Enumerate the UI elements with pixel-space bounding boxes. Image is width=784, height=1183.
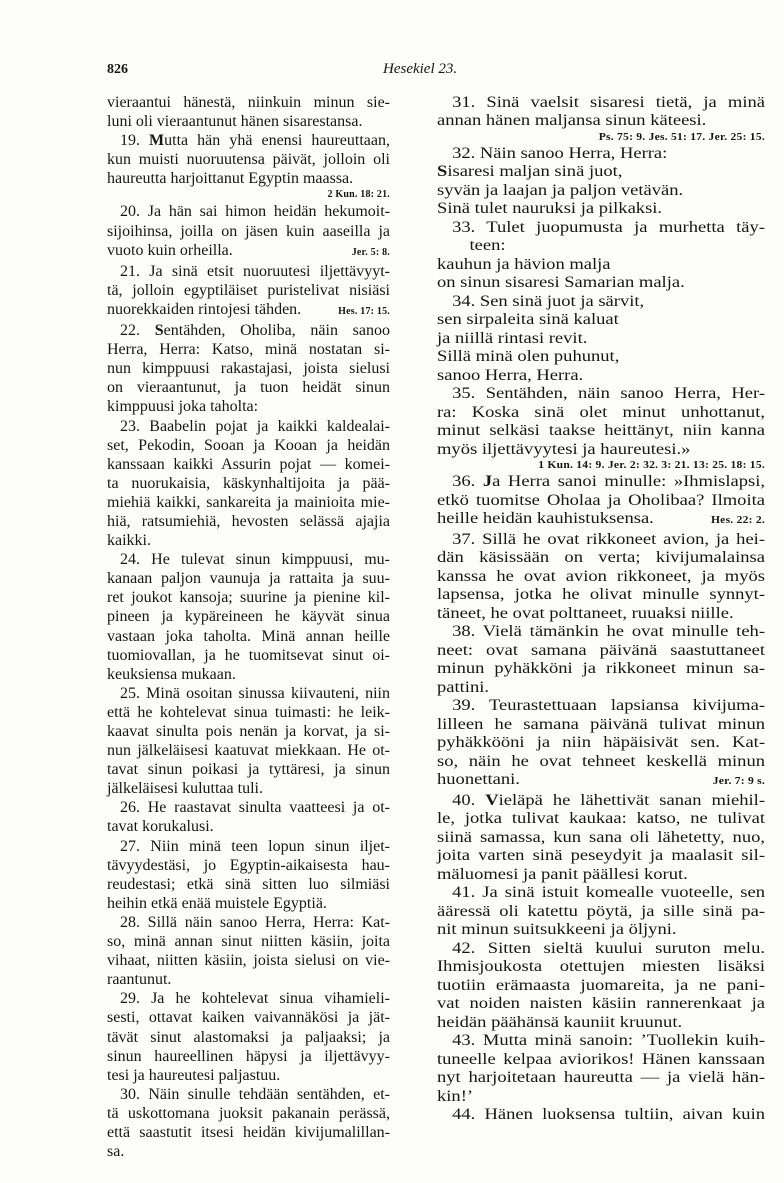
verse-paragraph xyxy=(107,684,390,799)
verse-paragraph xyxy=(437,1106,765,1125)
verse-paragraph xyxy=(107,93,390,131)
column-right xyxy=(437,94,765,1125)
verse-paragraph xyxy=(107,837,390,913)
text-line: kun muisti nuoruutensa päivät, jolloin oli xyxy=(107,151,390,169)
text-line: tuneelle kelpaa aviorikos! Hänen kanssaan xyxy=(437,1050,765,1068)
line-text: huonettani. xyxy=(437,771,520,788)
initial-letter: M xyxy=(149,132,165,150)
text-line: ra: Koska sinä olet minut unhottanut, xyxy=(437,403,765,421)
text-line: täneet, he ovat polttaneet, ruuaksi niille. xyxy=(437,604,734,622)
text-line: Sinä tulet nauruksi ja pilkaksi. xyxy=(437,200,663,217)
text-line: vihaat, niitten käsiin, joista sielusi on vie- xyxy=(107,952,390,970)
cross-reference: Ps. 75: 9. Jes. 51: 17. Jer. 25: 15. xyxy=(598,131,765,143)
text-line: 19. Mutta hän yhä enensi haureuttaan, xyxy=(120,132,391,150)
initial-letter: V xyxy=(485,791,499,809)
text-line: kanssaan kaikki Assurin pojat — komei- xyxy=(107,455,390,473)
text-line: sesti, ottavat kaiken vaivannäkösi ja jät- xyxy=(107,1009,390,1027)
text-line: 35. Sentähden, näin sanoo Herra, Her- xyxy=(452,385,765,402)
text-line: syvän ja laajan ja paljon vetävän. xyxy=(437,181,684,199)
text-line: 21. Ja sinä etsit nuoruutesi iljettävyyt- xyxy=(120,262,390,280)
text-line: 25. Minä osoitan sinussa kiivauteni, niin xyxy=(120,684,390,702)
text-line: minut selkäsi taakse heittänyt, niin kanna xyxy=(437,422,765,439)
text-line: tavat sinun poikasi ja tyttäresi, ja sinun xyxy=(107,761,390,779)
text-line: tä, jolloin egyptiläiset puristelivat nisiäsi xyxy=(107,281,390,299)
text-line xyxy=(107,241,390,262)
text-line: kaikki. xyxy=(107,532,151,550)
text-line: Sisaresi maljan sinä juot, xyxy=(437,163,623,180)
text-line: että he kohtelevat sinua tuimasti: he leik- xyxy=(107,703,390,721)
poem-stanza xyxy=(437,163,765,385)
text-line: sanoo Herra, Herra. xyxy=(437,366,584,384)
text-line: heidän päähänsä kauniit kruunut. xyxy=(437,1013,683,1031)
text-line: set, Pekodin, Sooan ja Kooan ja heidän xyxy=(107,436,390,454)
text-line: on vieraantunut, ja tuon heidät sinun xyxy=(107,379,390,397)
text-line: nun jälkeläisesi kaatuvat miekkaan. He ot- xyxy=(107,742,390,760)
text-line: 36. Ja Herra sanoi minulle: »Ihmislapsi, xyxy=(452,473,766,490)
text-line: kimppuusi joka taholta: xyxy=(107,398,259,416)
text-line: ja niillä rintasi revit. xyxy=(437,329,588,347)
cross-reference: Jer. 5: 8. xyxy=(351,246,390,258)
text-line: 24. He tulevat sinun kimppuusi, mu- xyxy=(120,551,390,569)
text-line: vastaan joka taholta. Minä annan heille xyxy=(107,627,390,645)
line-text: vuoto kuin orheilla. xyxy=(107,241,233,259)
text-line: sen sirpaleita sinä kaluat xyxy=(437,311,619,328)
text-line: neet: ovat samana päivänä saastuttaneet xyxy=(437,641,765,659)
cross-reference: 1 Kun. 14: 9. Jer. 2: 32. 3: 21. 13: 25. 18: 15. xyxy=(538,460,765,471)
text-line: miehiä kaikki, sankareita ja mainioita mie- xyxy=(107,493,390,511)
verse-paragraph xyxy=(437,531,765,624)
text-line: sijoihinsa, joilla on jäsen kuin aaseilla ja xyxy=(107,222,390,240)
text-line: dän käsissään on verta; kivijumalainsa xyxy=(437,549,765,566)
verse-paragraph xyxy=(437,697,765,792)
text-line xyxy=(107,300,390,321)
verse-paragraph xyxy=(107,262,390,321)
column-left xyxy=(107,93,390,1161)
text-line: 23. Baabelin pojat ja kaikki kaldealai- xyxy=(120,417,390,435)
verse-paragraph xyxy=(437,94,765,145)
text-line: minun pyhäkköni ja rikkoneet minun sa- xyxy=(437,660,765,677)
text-line: keuksiensa mukaan. xyxy=(107,665,236,683)
text-line: pyhäkkööni ja niin häpäisivät sen. Kat- xyxy=(437,734,765,751)
text-line: 33. Tulet juopumusta ja murhetta täy- xyxy=(452,218,765,236)
text-line: tävät sinut alastomaksi ja paljaaksi; ja xyxy=(107,1028,390,1046)
verse-paragraph xyxy=(107,989,390,1084)
text-line: pineen ja kypäreineen he käyvät sinua xyxy=(107,608,390,626)
text-line: reudestasi; etkä sinä sitten luo silmiäsi xyxy=(107,875,390,893)
text-line: 37. Sillä he ovat rikkoneet avion, ja hei- xyxy=(452,530,765,548)
text-line: nyt harjoitetaan haureutta — ja vielä hän- xyxy=(437,1069,765,1086)
verse-paragraph xyxy=(107,798,390,836)
text-line: 30. Näin sinulle tehdään sentähden, et- xyxy=(120,1085,390,1103)
text-line: ääressä oli katettu pöytä, ja sille sinä pa- xyxy=(437,902,765,920)
verse-paragraph xyxy=(437,1032,765,1106)
text-line: 27. Niin minä teen lopun sinun iljet- xyxy=(120,837,390,855)
text-line: tesi ja haureutesi paljastuu. xyxy=(107,1066,281,1084)
text-line: jälkeläisesi kuluttaa tuli. xyxy=(107,780,263,798)
text-line xyxy=(437,771,765,792)
text-line: on sinun sisaresi Samarian malja. xyxy=(437,274,685,291)
verse-paragraph xyxy=(107,417,390,551)
text-line: myös iljettävyytesi ja haureutesi.» xyxy=(437,440,691,458)
text-line: 29. Ja he kohtelevat sinua vihamieli- xyxy=(120,990,390,1008)
cross-reference: Hes. 17: 15. xyxy=(338,305,390,317)
line-text: nuorekkaiden rintojesi tähden. xyxy=(107,300,302,318)
text-line: lilleen he samana päivänä tulivat minun xyxy=(437,715,765,733)
text-line: siinä samassa, kun sana oli lähetetty, nuo, xyxy=(437,828,765,846)
text-line: kaavat sinulta pois nenän ja korvat, ja si- xyxy=(107,723,390,740)
text-line: heihin etkä enää muistele Egyptiä. xyxy=(107,894,327,912)
text-line: 41. Ja sinä istuit komealle vuoteelle, sen xyxy=(452,884,765,901)
text-line: 44. Hänen luoksensa tultiin, aivan kuin xyxy=(452,1106,765,1123)
verse-paragraph xyxy=(107,202,390,261)
text-line: so, minä annan sinut niitten käsiin, joita xyxy=(107,933,390,951)
text-line: nun kimppuusi rakastajasi, joista sielusi xyxy=(107,360,390,378)
text-line: kin!’ xyxy=(437,1087,474,1105)
text-line: 39. Teurastettuaan lapsiansa kivijuma- xyxy=(452,697,765,714)
text-line: Sillä minä olen puhunut, xyxy=(437,348,620,365)
text-line: etkö tuomitse Oholaa ja Oholibaa? Ilmoita xyxy=(437,491,765,509)
text-line: kanssa he ovat avion rikkoneet, ja myös xyxy=(437,567,765,585)
text-line: kanaan paljon vaunuja ja rattaita ja suu- xyxy=(107,570,390,588)
text-line: 40. Vieläpä he lähettivät sanan miehil- xyxy=(452,791,765,809)
initial-letter: S xyxy=(154,322,164,340)
line-text: heille heidän kauhistuksensa. xyxy=(437,510,654,527)
text-line: 31. Sinä vaelsit sisaresi tietä, ja minä xyxy=(452,93,765,111)
text-line: Ihmisjoukosta otettujen miesten lisäksi xyxy=(437,958,765,975)
text-line: ta nuorukaisia, käskynhaltijoita ja pää- xyxy=(107,474,390,492)
text-line: lapsensa, jotka he olivat minulle synnyt- xyxy=(437,586,765,603)
text-line: hiä, ratsumiehiä, hevosten selässä ajajia xyxy=(107,512,390,530)
text-line: vieraantui hänestä, niinkuin minun sie- xyxy=(107,94,390,111)
text-line: 28. Sillä näin sanoo Herra, Herra: Kat- xyxy=(120,913,390,931)
text-line: vat noiden naisten käsiin rannerenkaat ja xyxy=(437,995,765,1012)
text-line: että saastutit itsesi heidän kivijumalillan- xyxy=(107,1123,390,1141)
text-line: 43. Mutta minä sanoin: ’Tuollekin kuih- xyxy=(452,1032,765,1049)
text-line: sinun haureellinen häpysi ja iljettävyy- xyxy=(107,1047,390,1065)
verse-paragraph xyxy=(437,792,765,885)
text-line: annan hänen maljansa sinun käteesi. xyxy=(437,112,707,129)
text-line: raantunut. xyxy=(107,971,172,989)
text-line: 34. Sen sinä juot ja särvit, xyxy=(452,292,645,310)
running-head: Hesekiel 23. xyxy=(383,61,458,77)
text-line: tävyydestäsi, jo Egyptin-aikaisesta hau- xyxy=(107,856,390,874)
text-line: 26. He raastavat sinulta vaatteesi ja ot- xyxy=(120,799,390,817)
text-line: tavat korukalusi. xyxy=(107,818,214,836)
text-line: tuomiovallan, ja he tuomitsevat sinut oi- xyxy=(107,646,390,664)
text-line: sa. xyxy=(107,1143,125,1161)
page-number: 826 xyxy=(107,62,128,77)
cross-reference: Hes. 22: 2. xyxy=(710,515,765,526)
text-line: nit minun suitsukkeeni ja öljyni. xyxy=(437,921,677,938)
text-line: Herra, Herra: Katso, minä nostatan si- xyxy=(107,341,390,359)
text-line: joita varten sinä peseydyit ja maalasit sil- xyxy=(437,847,765,864)
text-line: 42. Sitten sieltä kuului suruton melu. xyxy=(452,939,765,957)
text-line: 32. Näin sanoo Herra, Herra: xyxy=(452,144,668,162)
verse-paragraph xyxy=(107,131,390,202)
cross-reference: 2 Kun. 18: 21. xyxy=(327,189,390,201)
initial-letter: S xyxy=(437,163,448,180)
verse-paragraph xyxy=(437,473,765,531)
text-line: 38. Vielä tämänkin he ovat minulle teh- xyxy=(452,623,765,640)
text-line: tuotiin erämaasta juomareita, ja ne pani- xyxy=(437,976,765,994)
text-line: mäluomesi ja panit päällesi korut. xyxy=(437,865,688,883)
text-line: 22. Sentähden, Oholiba, näin sanoo xyxy=(120,322,391,340)
text-line: haureutta harjoittanut Egyptin maassa. xyxy=(107,170,354,188)
text-line: luni oli vieraantunut hänen sisarestansa. xyxy=(107,113,363,131)
verse-paragraph xyxy=(437,623,765,697)
verse-paragraph xyxy=(437,145,765,164)
text-line xyxy=(437,510,765,531)
text-line: kauhun ja hävion malja xyxy=(437,255,611,273)
verse-paragraph xyxy=(107,1085,390,1161)
verse-paragraph xyxy=(437,940,765,1033)
text-line: 20. Ja hän sai himon heidän hekumoit- xyxy=(120,203,390,221)
verse-paragraph xyxy=(107,321,390,416)
text-line: so, näin he ovat tehneet keskellä minun xyxy=(437,752,765,770)
text-line-continuation: teen: xyxy=(469,237,506,254)
text-line: tä uskottomana juoksit pakanain perässä, xyxy=(107,1104,390,1122)
verse-paragraph xyxy=(437,884,765,940)
text-line: ret joukot kansoja; suurine ja pienine kil- xyxy=(107,589,390,607)
verse-paragraph xyxy=(437,385,765,473)
verse-paragraph xyxy=(107,913,390,989)
initial-letter: J xyxy=(482,473,493,490)
text-line: pattini. xyxy=(437,678,490,696)
cross-reference: Jer. 7: 9 s. xyxy=(712,776,765,787)
text-line: le, jotka tulivat kaukaa: katso, ne tulivat xyxy=(437,810,765,827)
verse-paragraph xyxy=(107,550,390,684)
